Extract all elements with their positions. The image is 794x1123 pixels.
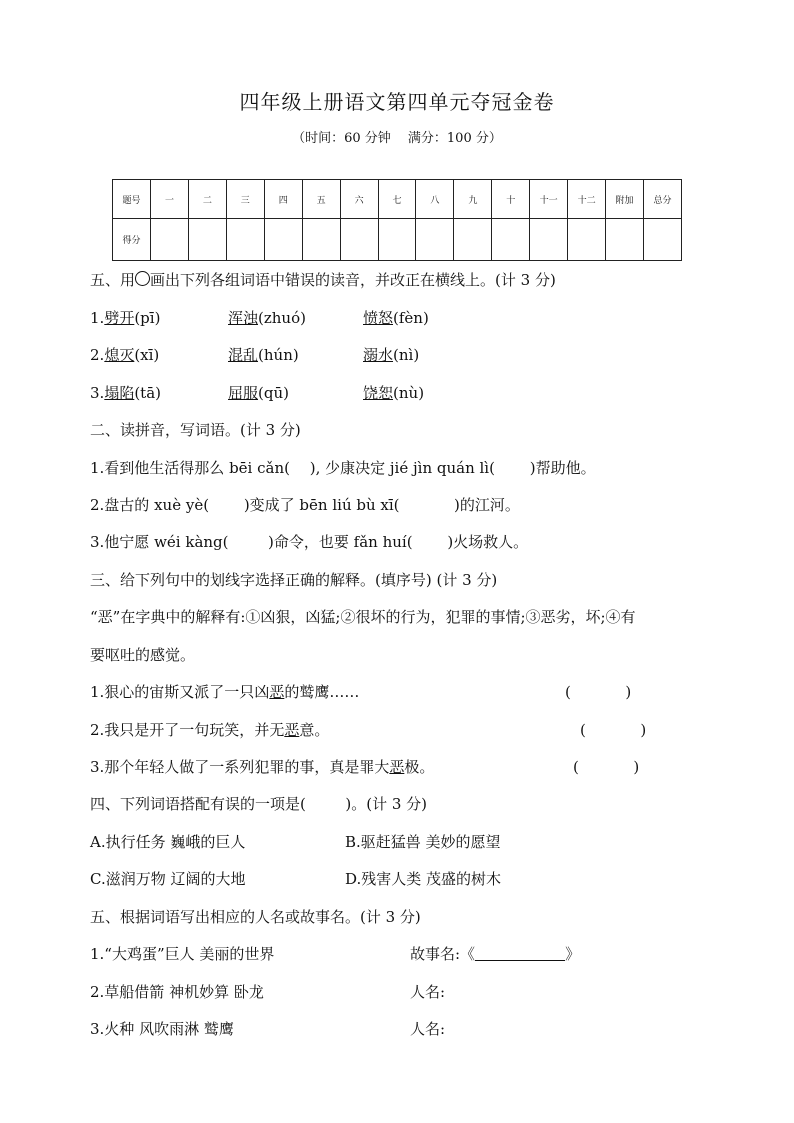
q4-option[interactable]: A.执行任务 巍峨的巨人 <box>90 833 246 851</box>
page-title: 四年级上册语文第四单元夺冠金卷 <box>239 90 555 114</box>
score-cell[interactable] <box>378 219 416 261</box>
score-table-header-row <box>113 180 682 219</box>
q3-item: 2.我只是开了一句玩笑，并无恶意。 <box>90 721 330 739</box>
q3-intro: “恶”在字典中的解释有:①凶狠，凶猛;②很坏的行为，犯罪的事情;③恶劣，坏;④有 <box>90 608 636 626</box>
q5-item: 3.火种 风吹雨淋 鹫鹰 <box>90 1020 234 1038</box>
q4-option[interactable]: D.残害人类 茂盛的树木 <box>345 870 502 888</box>
score-table <box>112 179 682 261</box>
q3-answer-paren[interactable]: ( ) <box>565 683 632 701</box>
q4-option[interactable]: C.滋润万物 辽阔的大地 <box>90 870 246 888</box>
q3-intro: 要呕吐的感觉。 <box>90 646 196 664</box>
score-cell[interactable] <box>568 219 606 261</box>
score-cell[interactable] <box>188 219 226 261</box>
q5-item: 2.草船借箭 神机妙算 卧龙 <box>90 983 264 1001</box>
score-col-header: 九 <box>454 180 492 219</box>
score-cell[interactable] <box>302 219 340 261</box>
q2-heading: 二、读拼音，写词语。(计 3 分) <box>90 421 301 439</box>
q1-item: 屈服(qū) <box>228 384 289 402</box>
q1-heading-part-a: 五、用 <box>90 271 136 289</box>
score-col-header: 五 <box>302 180 340 219</box>
score-col-header: 八 <box>416 180 454 219</box>
score-table-label: 题号 <box>113 180 151 219</box>
score-table-score-row <box>113 219 682 261</box>
score-col-header: 七 <box>378 180 416 219</box>
score-col-header: 总分 <box>643 180 681 219</box>
q1-item: 2.熄灭(xī) <box>90 346 160 364</box>
q3-item: 1.狠心的宙斯又派了一只凶恶的鹫鹰…… <box>90 683 360 701</box>
q4-option[interactable]: B.驱赶猛兽 美妙的愿望 <box>345 833 501 851</box>
answer-blank <box>475 946 565 961</box>
q2-line: 2.盘古的 xuè yè( )变成了 bēn liú bù xī( )的江河。 <box>90 496 520 514</box>
q2-line: 1.看到他生活得那么 bēi cǎn( ), 少康决定 jié jìn quán lì( )帮助他。 <box>90 459 596 477</box>
circle-icon <box>135 271 150 286</box>
q2-line: 3.他宁愿 wéi kàng( )命令，也要 fǎn huí( )火场救人。 <box>90 533 529 551</box>
score-col-header: 三 <box>226 180 264 219</box>
q4-heading: 四、下列词语搭配有误的一项是( )。(计 3 分) <box>90 795 428 813</box>
score-col-header: 四 <box>264 180 302 219</box>
page-subtitle: （时间：60 分钟 满分：100 分） <box>292 131 502 146</box>
score-cell[interactable] <box>226 219 264 261</box>
q5-answer[interactable]: 故事名:《 》 <box>410 945 581 963</box>
q5-answer[interactable]: 人名: <box>410 1020 446 1038</box>
score-col-header: 六 <box>340 180 378 219</box>
q5-item: 1.“大鸡蛋”巨人 美丽的世界 <box>90 945 275 963</box>
q3-answer-paren[interactable]: ( ) <box>580 721 647 739</box>
q3-heading: 三、给下列句中的划线字选择正确的解释。(填序号) (计 3 分) <box>90 571 498 589</box>
q1-item: 浑浊(zhuó) <box>228 309 306 327</box>
score-cell[interactable] <box>340 219 378 261</box>
score-col-header: 二 <box>188 180 226 219</box>
q1-heading <box>90 270 556 290</box>
score-col-header: 十 <box>492 180 530 219</box>
q1-item: 1.劈开(pī) <box>90 309 161 327</box>
q1-item: 溺水(nì) <box>363 346 420 364</box>
score-row-label: 得分 <box>113 219 151 261</box>
q1-item: 混乱(hún) <box>228 346 299 364</box>
score-col-header: 十一 <box>530 180 568 219</box>
q1-item: 3.塌陷(tā) <box>90 384 162 402</box>
score-cell[interactable] <box>151 219 189 261</box>
score-cell[interactable] <box>643 219 681 261</box>
q5-heading: 五、根据词语写出相应的人名或故事名。(计 3 分) <box>90 908 421 926</box>
score-cell[interactable] <box>606 219 644 261</box>
q1-item: 愤怒(fèn) <box>363 309 429 327</box>
score-col-header: 一 <box>151 180 189 219</box>
score-cell[interactable] <box>454 219 492 261</box>
q3-answer-paren[interactable]: ( ) <box>573 758 640 776</box>
q1-item: 饶恕(nù) <box>363 384 425 402</box>
score-cell[interactable] <box>492 219 530 261</box>
score-col-header: 附加 <box>606 180 644 219</box>
q1-heading-part-b: 画出下列各组词语中错误的读音，并改正在横线上。(计 3 分) <box>150 271 556 289</box>
score-cell[interactable] <box>264 219 302 261</box>
q5-answer[interactable]: 人名: <box>410 983 446 1001</box>
q3-item: 3.那个年轻人做了一系列犯罪的事，真是罪大恶极。 <box>90 758 435 776</box>
score-col-header: 十二 <box>568 180 606 219</box>
score-cell[interactable] <box>416 219 454 261</box>
score-cell[interactable] <box>530 219 568 261</box>
